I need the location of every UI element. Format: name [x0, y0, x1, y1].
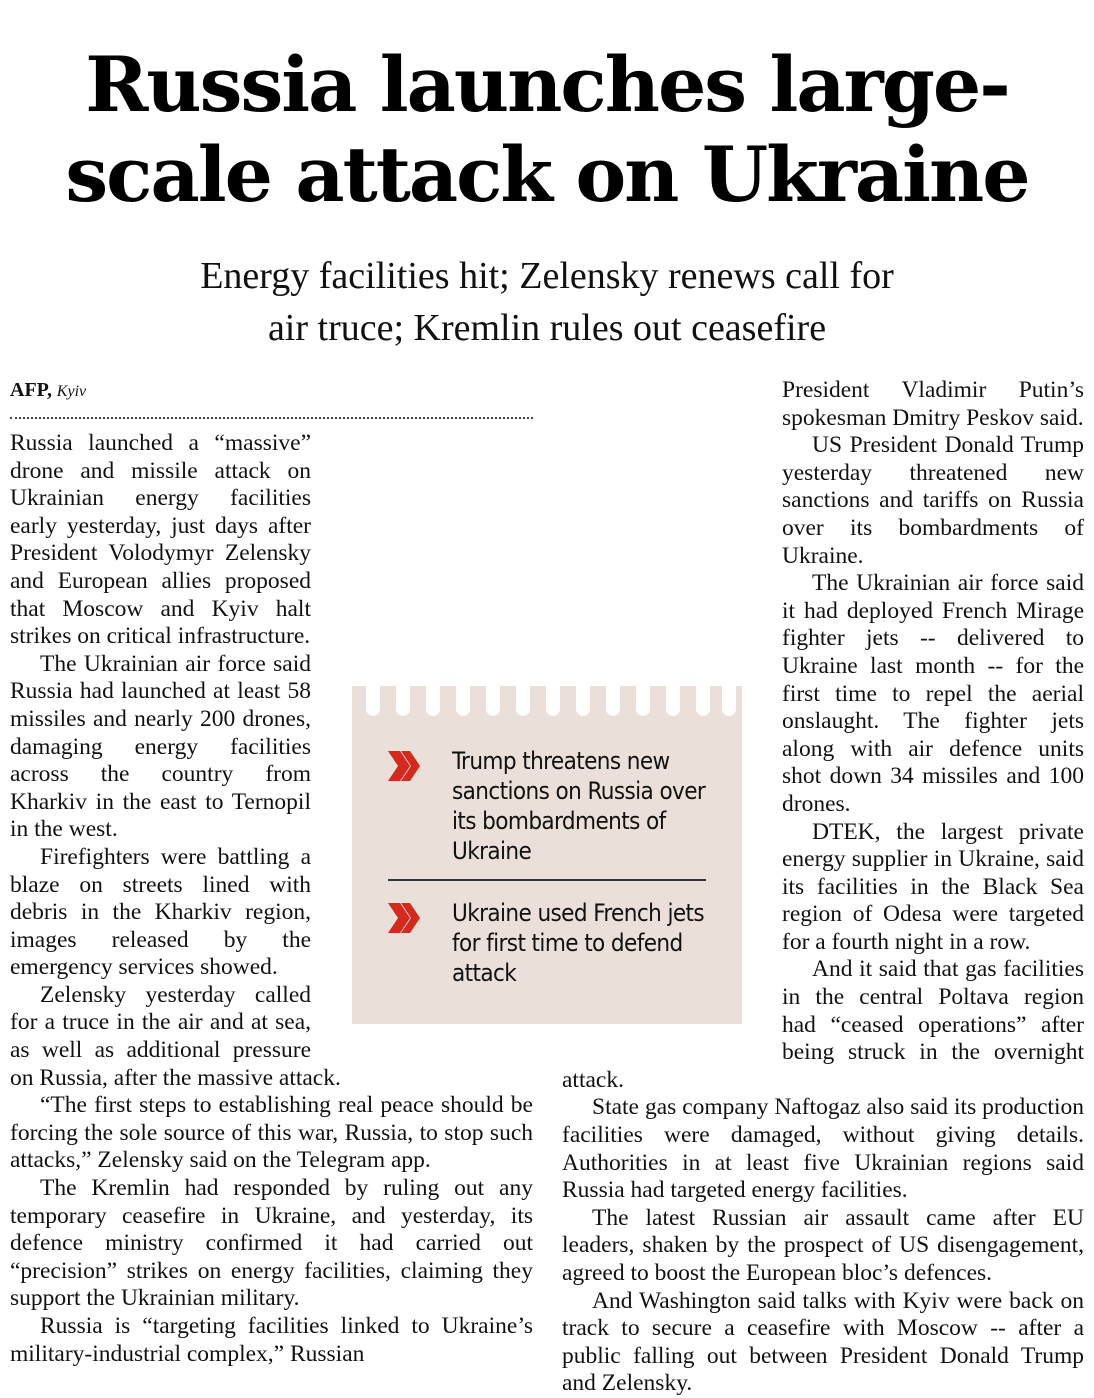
highlights-box: [352, 686, 742, 1024]
article-paragraph: Firefighters were battling a blaze on streets lined with debris in the Kharkiv region, images released by the emergency services showed.: [10, 843, 311, 981]
byline: [10, 379, 533, 419]
subheadline: [0, 250, 1094, 354]
highlight-text: Trump threatens new sanctions on Russia over its bombardments of Ukraine: [452, 747, 706, 865]
subheadline-line-2: air truce; Kremlin rules out ceasefire: [267, 307, 827, 349]
double-chevron-right-icon: [386, 746, 426, 786]
article-paragraph: DTEK, the largest private energy supplier in Ukraine, said its facilities in the Black Sea region of Odesa were targeted for a fourth night in a row.: [782, 818, 1084, 955]
article-paragraph: And it said that gas facilities in the central Poltava region had “ceased operations” after being struck in the overnight attack.: [562, 956, 1084, 1093]
article-paragraph: The Kremlin had responded by ruling out any temporary ceasefire in Ukraine, and yesterday, its defence ministry confirmed it had carried out “precision” strikes on energy facilities, claiming they support the Ukrainian military.: [10, 1175, 533, 1312]
article-paragraph: Russia launched a “massive” drone and missile attack on Ukrainian energy facilities early yesterday, just days after President Volodymyr Zelensky and European allies proposed that Moscow and Kyiv halt strikes on critical infrastructure.: [10, 430, 311, 650]
highlight-text: Ukraine used French jets for first time to defend attack: [452, 899, 705, 987]
article-paragraph: The Ukrainian air force said Russia had launched at least 58 missiles and nearly 200 drones, damaging energy facilities across the country from Kharkiv in the east to Ternopil in the west.: [10, 650, 311, 843]
headline: [0, 40, 1094, 220]
article-paragraph: Russia is “targeting facilities linked to Ukraine’s military-industrial complex,” Russian: [10, 1313, 533, 1367]
highlight-divider: [388, 879, 706, 881]
article-paragraph: Zelensky yesterday called for a truce in the air and at sea, as well as additional pressure on Russia, after the massive attack.: [10, 981, 341, 1091]
article-paragraph: The latest Russian air assault came after EU leaders, shaken by the prospect of US disengagement, agreed to boost the European bloc’s defences.: [562, 1204, 1084, 1286]
double-chevron-right-icon: [386, 898, 426, 938]
byline-dateline: Kyiv: [56, 383, 87, 400]
headline-line-2: scale attack on Ukraine: [65, 130, 1029, 219]
notepad-holes: [366, 686, 734, 720]
byline-agency: AFP,: [10, 379, 53, 401]
article-paragraph: President Vladimir Putin’s spokesman Dmitry Peskov said.: [782, 377, 1084, 431]
article-paragraph: And Washington said talks with Kyiv were back on track to secure a ceasefire with Moscow -- after a public falling out between President Donald Trump and Zelensky.: [562, 1287, 1084, 1397]
article-paragraph: “The first steps to establishing real peace should be forcing the sole source of this war, Russia, to stop such attacks,” Zelensky said on the Telegram app.: [10, 1092, 533, 1174]
subheadline-line-1: Energy facilities hit; Zelensky renews call for: [200, 255, 894, 297]
article-paragraph: State gas company Naftogaz also said its production facilities were damaged, without giving details. Authorities in at least five Ukrainian regions said Russia had targeted energy facilities.: [562, 1094, 1084, 1204]
headline-line-1: Russia launches large-: [85, 40, 1009, 129]
article-paragraph: The Ukrainian air force said it had deployed French Mirage fighter jets -- delivered to Ukraine last month -- for the first time to repel the aerial onslaught. The fighter jets along with air defence units shot down 34 missiles and 100 drones.: [782, 570, 1084, 817]
article-paragraph: US President Donald Trump yesterday threatened new sanctions and tariffs on Russia over its bombardments of Ukraine.: [782, 432, 1084, 569]
